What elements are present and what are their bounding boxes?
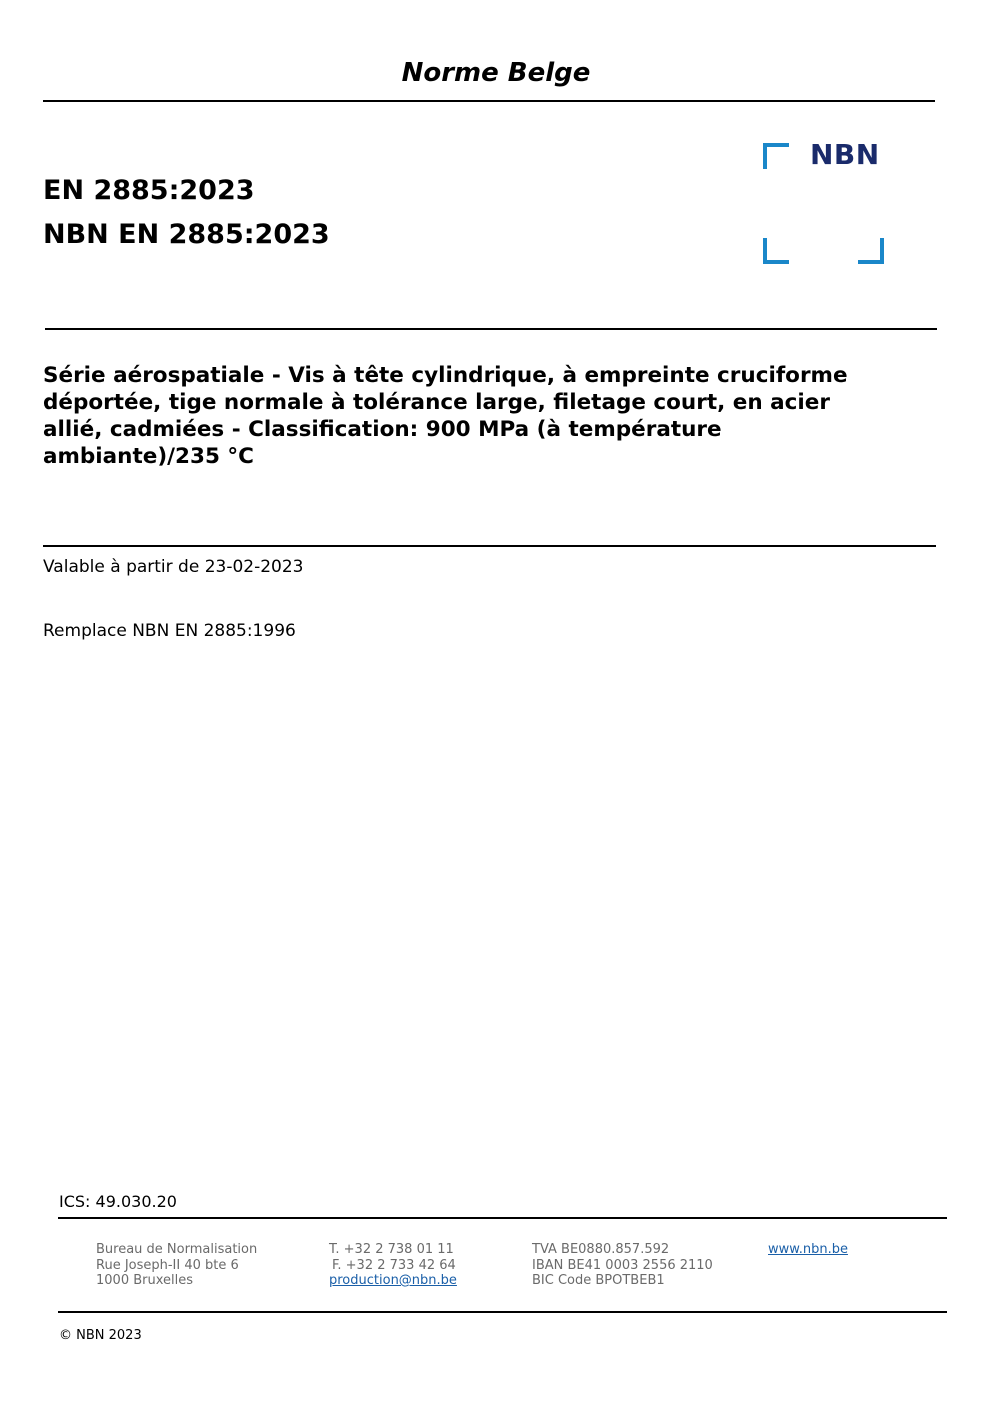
logo-bracket-top-left-icon bbox=[763, 143, 789, 169]
footer-bottom-divider bbox=[58, 1311, 947, 1313]
page-header-title: Norme Belge bbox=[401, 58, 591, 88]
footer-contact bbox=[329, 1242, 457, 1289]
website-link[interactable]: www.nbn.be bbox=[768, 1242, 848, 1257]
document-title: Série aérospatiale - Vis à tête cylindrique, à empreinte cruciforme déportée, tige normale à tolérance large, filetage court, en acier allié, cadmiées - Classification: 900 MPa (à température ambiante)/235 °C bbox=[43, 363, 848, 469]
address-line-1: Bureau de Normalisation bbox=[96, 1242, 258, 1257]
iban-number: IBAN BE41 0003 2556 2110 bbox=[532, 1257, 713, 1273]
email-link[interactable]: production@nbn.be bbox=[329, 1273, 457, 1288]
logo-text: NBN bbox=[810, 138, 880, 171]
tva-number: TVA BE0880.857.592 bbox=[532, 1242, 670, 1257]
address-line-2: Rue Joseph-II 40 bte 6 bbox=[96, 1257, 239, 1273]
footer-web bbox=[768, 1242, 848, 1258]
logo-bracket-bottom-left-icon bbox=[763, 238, 789, 264]
footer-top-divider bbox=[58, 1217, 947, 1219]
title-divider bbox=[43, 545, 936, 547]
footer-address bbox=[96, 1242, 257, 1289]
standard-code-nbn: NBN EN 2885:2023 bbox=[43, 219, 330, 250]
codes-divider bbox=[45, 328, 937, 330]
valid-from-date: Valable à partir de 23-02-2023 bbox=[43, 557, 304, 577]
logo-bracket-bottom-right-icon bbox=[858, 238, 884, 264]
ics-code: ICS: 49.030.20 bbox=[59, 1192, 177, 1211]
standard-code-en: EN 2885:2023 bbox=[43, 175, 255, 206]
fax-number: F. +32 2 733 42 64 bbox=[332, 1257, 456, 1273]
copyright-notice: © NBN 2023 bbox=[59, 1328, 142, 1343]
phone-number: T. +32 2 738 01 11 bbox=[329, 1242, 454, 1257]
nbn-logo bbox=[760, 140, 890, 266]
footer-bank bbox=[532, 1242, 713, 1289]
header-divider bbox=[43, 100, 935, 102]
replaces-standard: Remplace NBN EN 2885:1996 bbox=[43, 621, 296, 641]
address-line-3: 1000 Bruxelles bbox=[96, 1273, 194, 1288]
bic-code: BIC Code BPOTBEB1 bbox=[532, 1273, 665, 1288]
